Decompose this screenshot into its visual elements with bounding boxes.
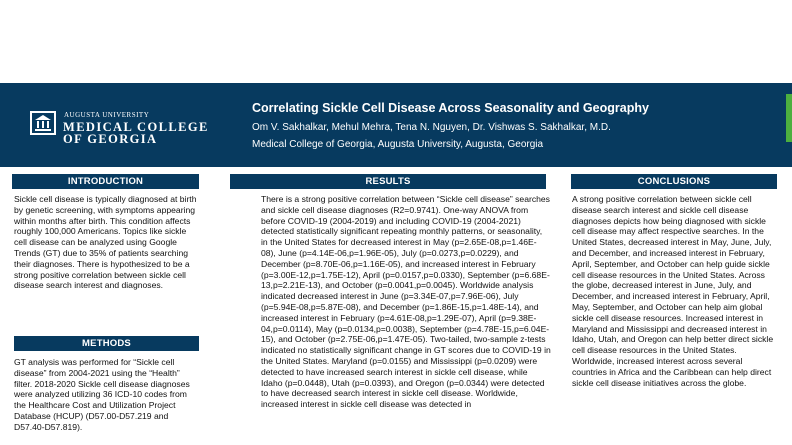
poster-title: Correlating Sickle Cell Disease Across Seasonality and Geography [252,101,649,115]
results-body [261,194,551,445]
logo-college-line1: MEDICAL COLLEGE [63,120,209,134]
methods-heading: METHODS [14,336,199,351]
methods-text: GT analysis was performed for “Sickle cell disease” from 2004-2021 using the “Health” filter. 2018-2020 Sickle cell disease diagnoses were analyzed utilizing 36 ICD-10 codes from the Healthcare Cost and Utilization Project Database (HCUP) (D57.00-D57.219 and D57.40-D57.819). [14,357,190,432]
introduction-heading: INTRODUCTION [12,174,199,189]
top-whitespace [0,0,792,83]
conclusions-body [572,194,777,445]
results-text: There is a strong positive correlation between “Sickle cell disease” searches and sickle cell disease diagnoses (R2=0.9741). One-way ANOVA from before COVID-19 (2004-2019) and including COVID-19 (2004-2021) detected statistically significant repeating monthly patterns, or seasonality, in the United States for decreased interest in May (p=2.65E-08,p=1.46E-08), June (p=4.14E-06,p=1.96E-05), July (p=0.0273,p=0.0229), and December (p=8.70E-06,p=1.16E-05), and increased interest in February (p=3.00E-12,p=1.75E-12), April (p=0.0157,p=0.0330), September (p=6.68E-13,p=2.21E-13), and October (p=0.0041,p=0.0045). Worldwide analysis indicated decreased interest in June (p=3.34E-07,p=7.96E-06), July (p=5.94E-08,p=5.87E-08), and December (p=1.86E-15,p=1.48E-14), and increased interest in February (p=4.61E-08,p=1.29E-07), April (p=9.38E-04,p=0.0114), May (p=0.0134,p=0.0038), September (p=4.78E-15,p=6.04E-15), and October (p=2.75E-06,p=1.47E-05). Two-tailed, two-sample z-tests indicated no statistically significant change in GT scores due to COVID-19 in the United States. Maryland (p=0.0155) and Mississippi (p=0.0209) were detected to have increased search interest in sickle cell disease, while Idaho (p=0.0448), Utah (p=0.0393), and Oregon (p=0.0344) were detected to have decreased search interest in sickle cell disease. Worldwide, increased interest in sickle cell disease was detected in [261,194,551,410]
accent-strip [786,94,792,142]
conclusions-heading: CONCLUSIONS [571,174,777,189]
results-heading: RESULTS [230,174,546,189]
poster-authors: Om V. Sakhalkar, Mehul Mehra, Tena N. Nguyen, Dr. Vishwas S. Sakhalkar, M.D. [252,122,611,133]
logo-university-line: AUGUSTA UNIVERSITY [64,111,150,119]
college-emblem-icon [30,111,56,135]
poster-affiliation: Medical College of Georgia, Augusta University, Augusta, Georgia [252,139,544,150]
introduction-text: Sickle cell disease is typically diagnosed at birth by genetic screening, with symptoms appearing within months after birth. This condition affects roughly 100,000 Americans. Topics like sickle cell disease can be analyzed using Google Trends (GT) due to 35% of patients searching their diagnoses. There is hypothesized to be a strong positive correlation between sickle cell disease search interest and diagnoses. [14,194,197,291]
logo-college-line2: OF GEORGIA [63,132,158,146]
methods-body [14,357,199,445]
conclusions-text: A strong positive correlation between sickle cell disease search interest and sickle cell disease diagnoses depicts how being diagnosed with sickle cell disease may affect respective searches. In the United States, decreased interest in May, June, July, and December, and increased interest in February, April, September, and October can help guide sickle cell disease resources in the United States. Across the globe, decreased interest in June, July, and December, and increased interest in February, April, May, September, and October can help aim global sickle cell disease resources. Increased interest in Maryland and Mississippi and decreased interest in Idaho, Utah, and Oregon can help better direct sickle cell disease resources in the United States. Worldwide, increased interest across several countries in Africa and the Caribbean can help direct sickle cell disease initiatives across the globe. [572,194,774,388]
introduction-body [14,194,199,323]
